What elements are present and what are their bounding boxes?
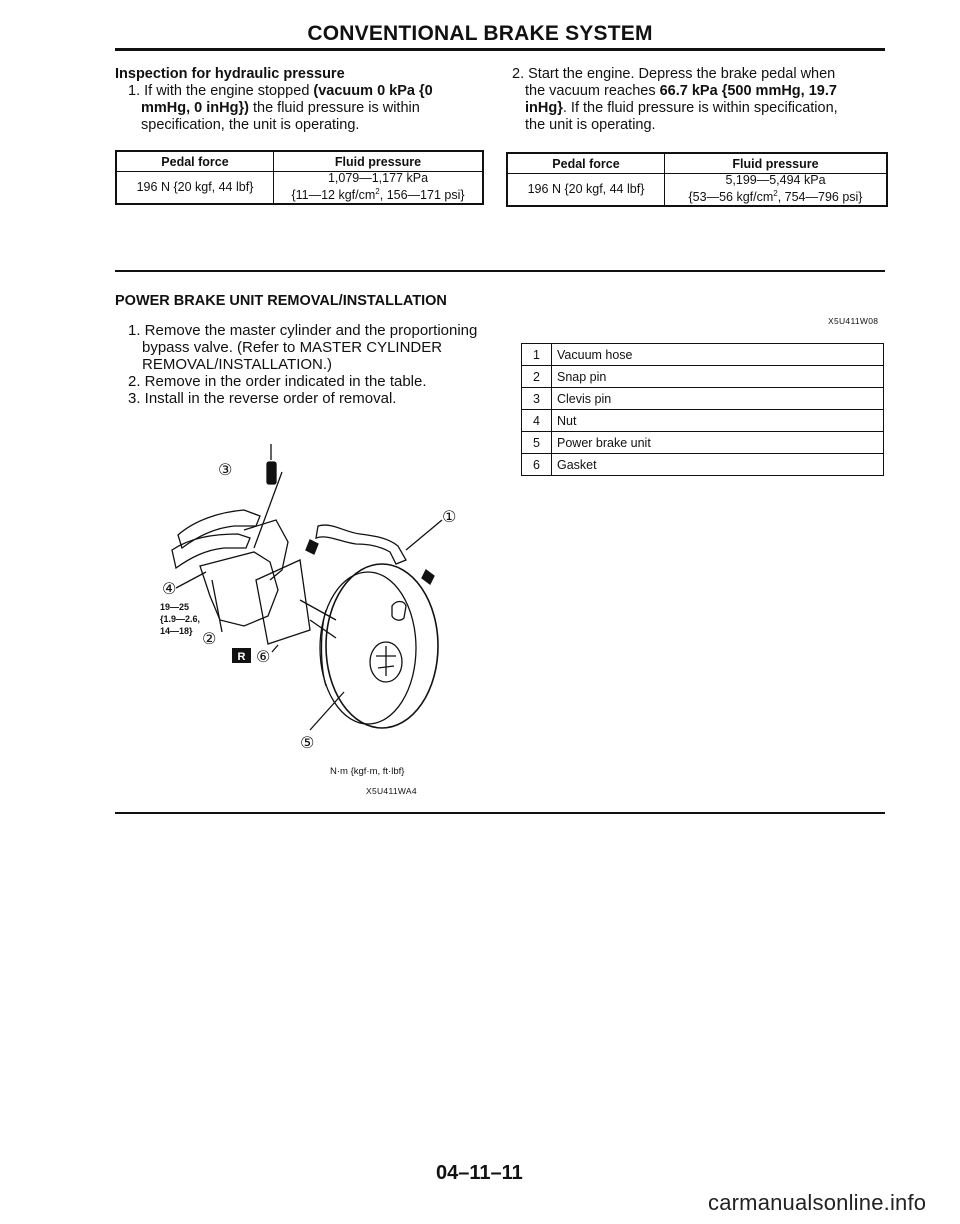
section-divider [115,270,885,272]
inspection-step2: 2. Start the engine. Depress the brake pedal when the vacuum reaches 66.7 kPa {500 mmHg, 19.7 inHg}. If the fluid pressure is within specification, the unit is operating. [512,66,838,133]
power-brake-unit-figure [160,430,460,760]
torque-unit-note: N·m {kgf·m, ft·lbf} [330,766,405,777]
pedal-force-value: 196 N {20 kgf, 44 lbf} [507,174,665,207]
table-header: Pedal force [507,153,665,174]
callout-5: ⑤ [300,733,315,752]
inspection-heading: Inspection for hydraulic pressure [115,66,345,82]
table-row: 4 Nut [522,410,884,432]
callout-2: ② [202,629,217,648]
pressure-table-engine-stopped [115,150,484,205]
torque-value: 19—25 [160,602,190,612]
section-divider [115,812,885,814]
figure-code: X5U411WA4 [366,786,417,796]
table-row: 6 Gasket [522,454,884,476]
torque-value: 14—18} [160,626,193,636]
callout-4: ④ [162,579,177,598]
replace-part-mark: R [237,651,246,663]
table-row: 2 Snap pin [522,366,884,388]
table-row: 1 Vacuum hose [522,344,884,366]
page-title: CONVENTIONAL BRAKE SYSTEM [307,22,653,45]
removal-steps: 1. Remove the master cylinder and the proportioning bypass valve. (Refer to MASTER CYLINDER REMOVAL/INSTALLATION.) 2. Remove in the order indicated in the table. 3. Install in the reverse order of removal. [128,322,478,407]
page-number: 04–11–11 [436,1162,523,1184]
table-row: 3 Clevis pin [522,388,884,410]
table-code: X5U411W08 [828,316,879,326]
fluid-pressure-value: 5,199—5,494 kPa {53—56 kgf/$cm^2$, 754—796 psi} [665,174,888,207]
callout-3: ③ [218,460,233,479]
callout-6: ⑥ [256,647,271,666]
fluid-pressure-value: 1,079—1,177 kPa {11—12 kgf/$cm^2$, 156—171 psi} [274,172,484,205]
removal-heading: POWER BRAKE UNIT REMOVAL/INSTALLATION [115,293,447,309]
torque-value: {1.9—2.6, [160,614,201,624]
header-rule [115,48,885,51]
table-header: Fluid pressure [274,151,484,172]
inspection-step1: 1. If with the engine stopped (vacuum 0 kPa {0 mmHg, 0 inHg}) the fluid pressure is within specification, the unit is operating. [128,83,433,133]
table-header: Fluid pressure [665,153,888,174]
pressure-table-engine-running [506,152,888,207]
parts-table [521,343,884,476]
pedal-force-value: 196 N {20 kgf, 44 lbf} [116,172,274,205]
callout-1: ① [442,507,457,526]
table-row: 5 Power brake unit [522,432,884,454]
site-watermark: carmanualsonline.info [708,1190,927,1215]
table-header: Pedal force [116,151,274,172]
